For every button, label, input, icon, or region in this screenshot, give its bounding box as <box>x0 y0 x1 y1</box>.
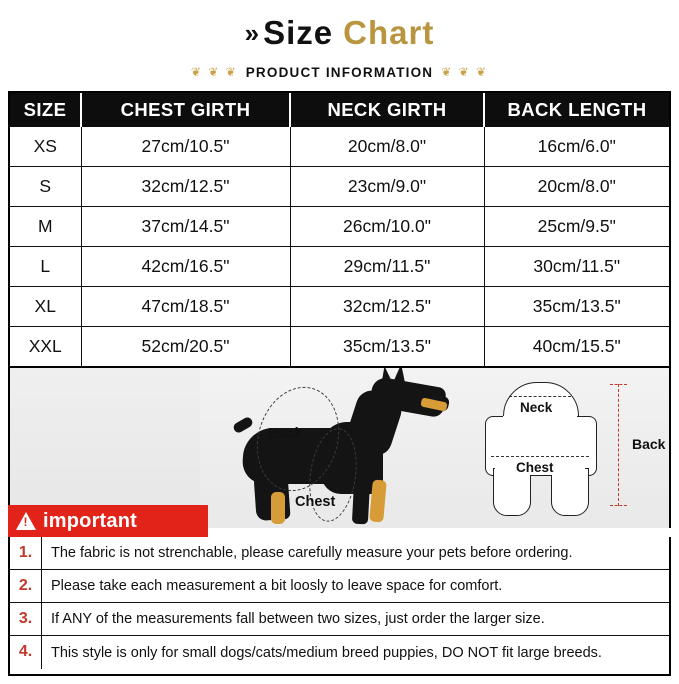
subtitle-text: PRODUCT INFORMATION <box>245 64 434 80</box>
column-header-back-length: BACK LENGTH <box>484 93 669 127</box>
garment-chest-label: Chest <box>513 460 557 475</box>
note-text: Please take each measurement a bit loosly to leave space for comfort. <box>51 578 503 594</box>
column-header-size: SIZE <box>10 93 81 127</box>
note-number: 2. <box>10 570 42 602</box>
cell-back: 30cm/11.5" <box>484 247 669 287</box>
cell-back: 25cm/9.5" <box>484 207 669 247</box>
warning-triangle-icon <box>16 512 36 530</box>
cell-size: XS <box>10 127 81 167</box>
list-item <box>10 603 669 636</box>
list-item <box>10 570 669 603</box>
cell-neck: 20cm/8.0" <box>290 127 484 167</box>
cell-size: M <box>10 207 81 247</box>
chevron-double-right-icon: » <box>244 17 258 48</box>
column-header-chest-girth: CHEST GIRTH <box>81 93 290 127</box>
cell-chest: 42cm/16.5" <box>81 247 290 287</box>
note-number: 1. <box>10 537 42 569</box>
cell-chest: 27cm/10.5" <box>81 127 290 167</box>
page-title <box>0 0 679 56</box>
notes-list <box>8 537 671 676</box>
fleur-ornament-left-icon: ❦ ❦ ❦ <box>190 65 238 79</box>
cell-size: XXL <box>10 327 81 367</box>
garment-back-measure <box>610 384 670 506</box>
table-row <box>10 207 669 247</box>
cell-back: 40cm/15.5" <box>484 327 669 367</box>
illustration-background <box>10 368 200 528</box>
cell-size: S <box>10 167 81 207</box>
table-row <box>10 167 669 207</box>
table-row <box>10 327 669 367</box>
cell-size: XL <box>10 287 81 327</box>
dog-back-label: Back <box>268 426 303 442</box>
important-label: important <box>43 509 138 532</box>
cell-chest: 47cm/18.5" <box>81 287 290 327</box>
cell-chest: 32cm/12.5" <box>81 167 290 207</box>
size-table-container <box>8 91 671 366</box>
cell-back: 35cm/13.5" <box>484 287 669 327</box>
cell-neck: 32cm/12.5" <box>290 287 484 327</box>
measurement-illustration <box>8 366 671 528</box>
cell-neck: 35cm/13.5" <box>290 327 484 367</box>
title-word-chart: Chart <box>343 14 435 51</box>
cell-size: L <box>10 247 81 287</box>
cell-chest: 37cm/14.5" <box>81 207 290 247</box>
note-text: The fabric is not strenchable, please carefully measure your pets before ordering. <box>51 545 573 561</box>
column-header-neck-girth: NECK GIRTH <box>290 93 484 127</box>
list-item <box>10 636 669 669</box>
subtitle <box>0 62 679 82</box>
cell-neck: 26cm/10.0" <box>290 207 484 247</box>
garment-diagram-icon <box>485 382 595 522</box>
table-row <box>10 127 669 167</box>
cell-back: 20cm/8.0" <box>484 167 669 207</box>
note-text: If ANY of the measurements fall between two sizes, just order the larger size. <box>51 611 545 627</box>
table-row <box>10 247 669 287</box>
garment-neck-label: Neck <box>517 400 555 415</box>
note-number: 4. <box>10 636 42 669</box>
dog-chest-label: Chest <box>295 494 336 510</box>
cell-back: 16cm/6.0" <box>484 127 669 167</box>
table-header-row <box>10 93 669 127</box>
note-text: This style is only for small dogs/cats/medium breed puppies, DO NOT fit large breeds. <box>51 644 602 661</box>
cell-neck: 29cm/11.5" <box>290 247 484 287</box>
cell-neck: 23cm/9.0" <box>290 167 484 207</box>
cell-chest: 52cm/20.5" <box>81 327 290 367</box>
list-item <box>10 537 669 570</box>
fleur-ornament-right-icon: ❦ ❦ ❦ <box>441 65 489 79</box>
note-number: 3. <box>10 603 42 635</box>
table-row <box>10 287 669 327</box>
title-word-size: Size <box>263 14 334 51</box>
size-table <box>10 93 669 366</box>
garment-back-label: Back <box>632 436 666 452</box>
important-banner <box>8 505 208 537</box>
